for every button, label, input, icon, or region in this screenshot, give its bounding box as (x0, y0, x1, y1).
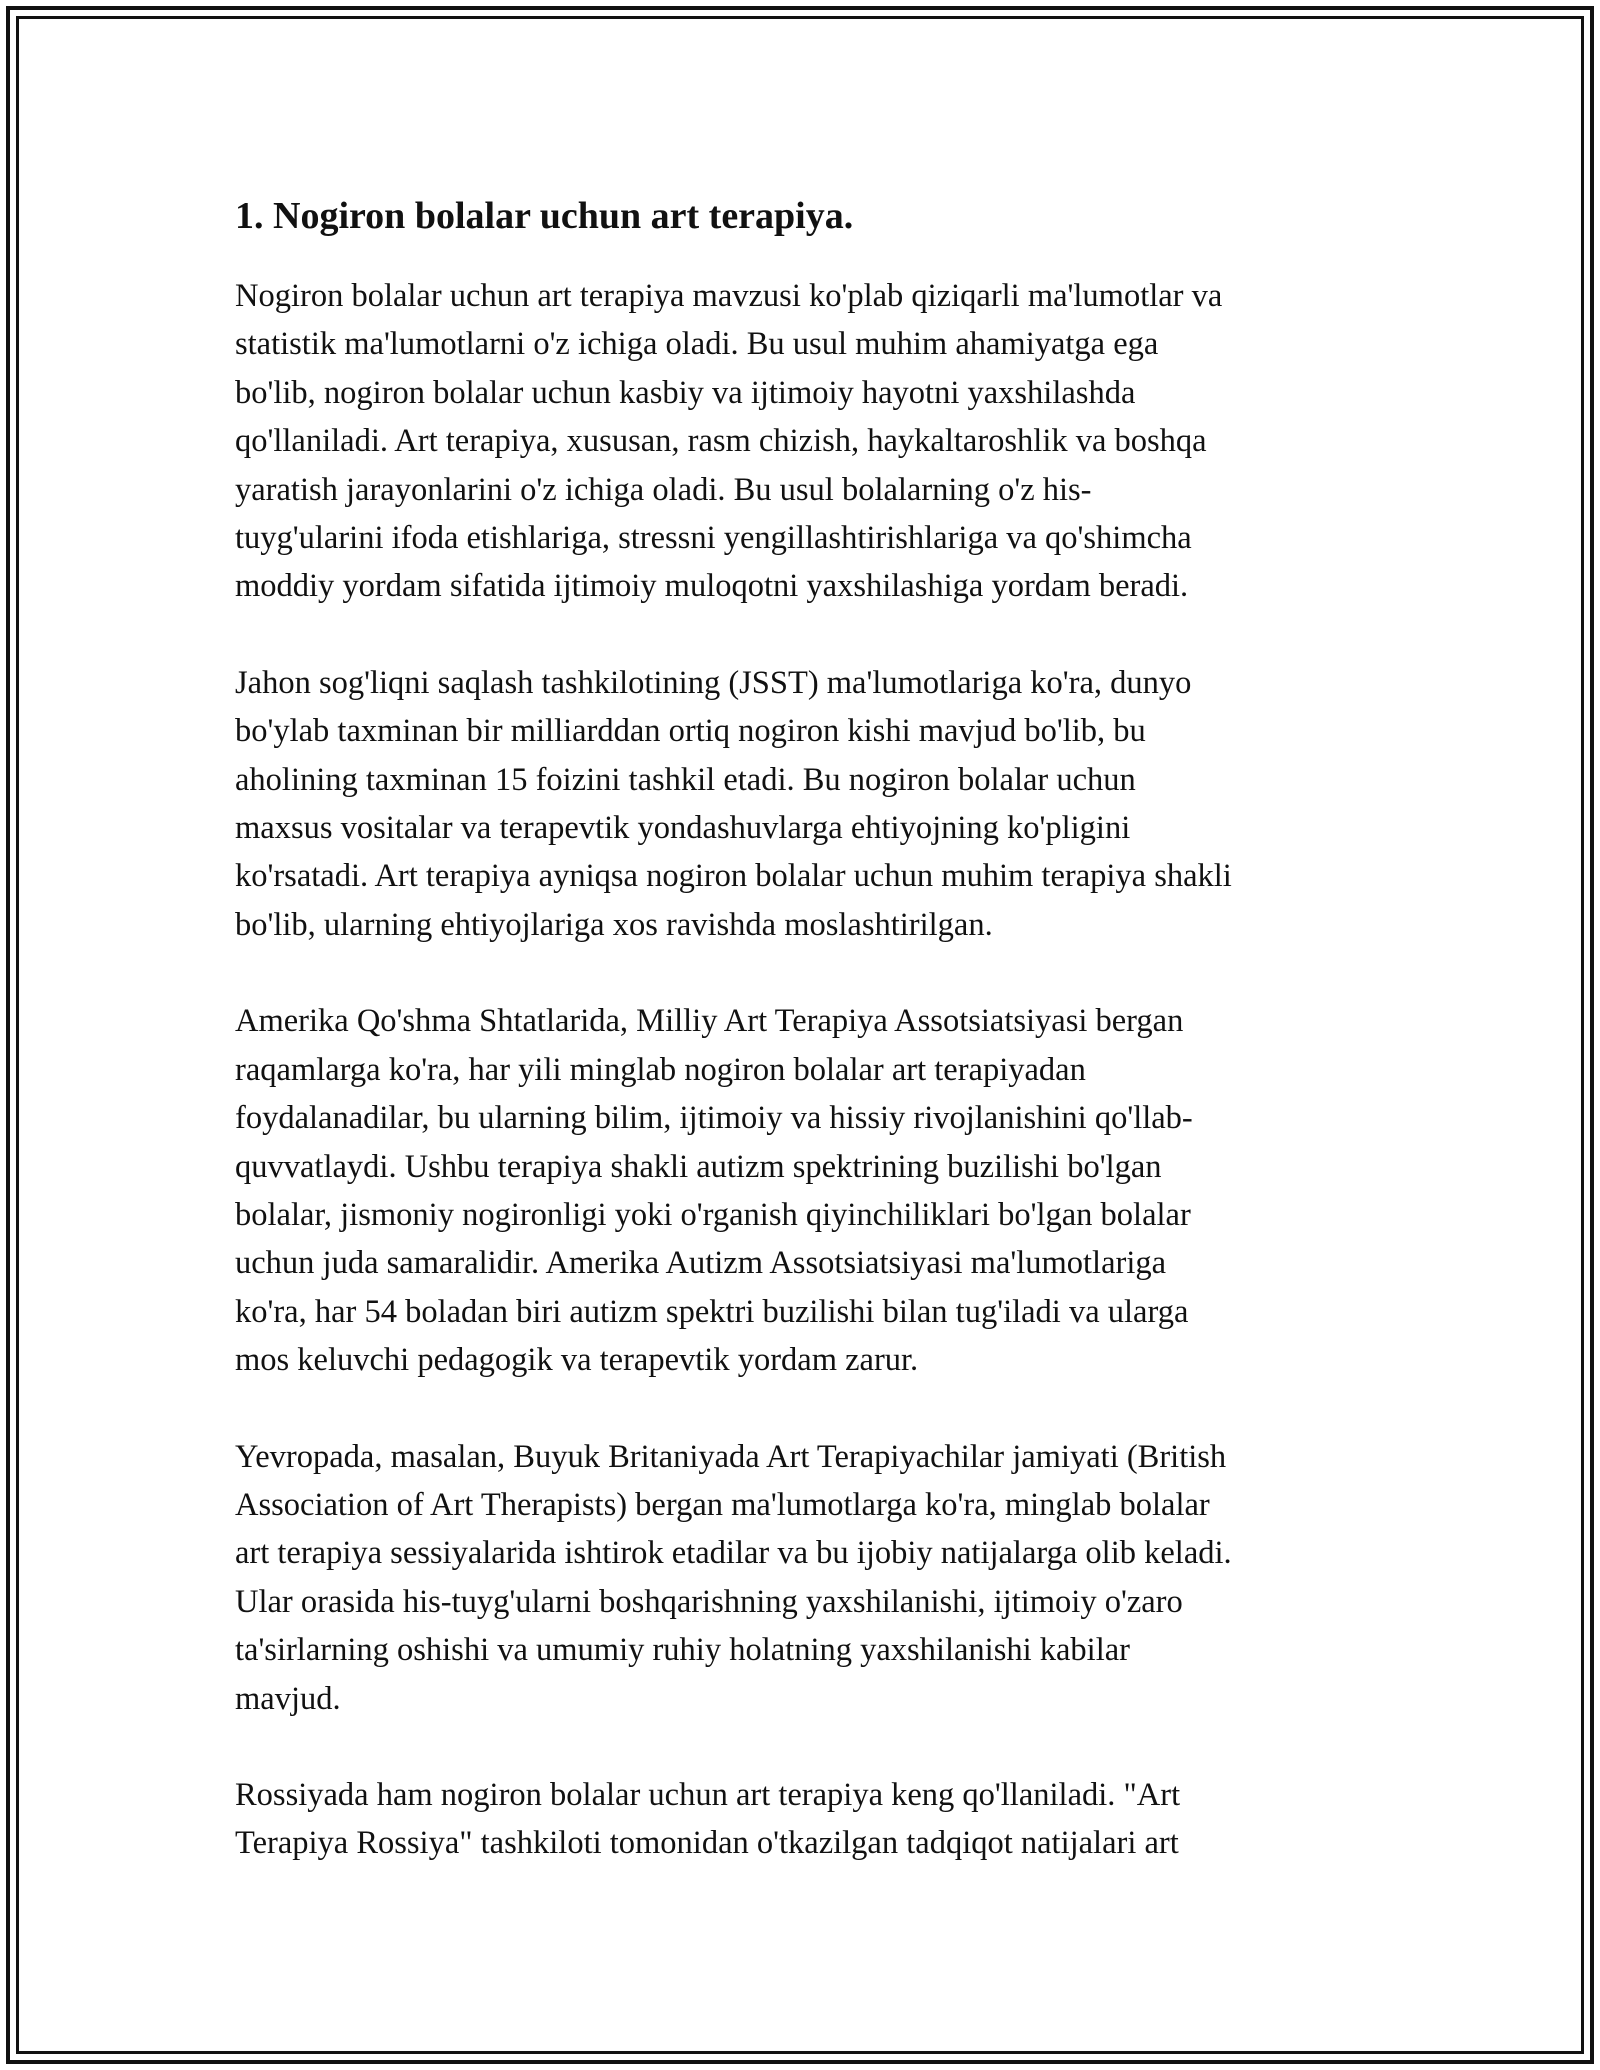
document-body (235, 190, 1385, 1916)
paragraph-2: Jahon sog'liqni saqlash tashkilotining (JSST) ma'lumotlariga ko'ra, dunyo bo'ylab taxminan bir milliarddan ortiq nogiron kishi mavjud bo'lib, bu aholining taxminan 15 foizini tashkil etadi. Bu nogiron bolalar uchun maxsus vositalar va terapevtik yondashuvlarga ehtiyojning ko'pligini ko'rsatadi. Art terapiya ayniqsa nogiron bolalar uchun muhim terapiya shakli bo'lib, ularning ehtiyojlariga xos ravishda moslashtirilgan. (235, 664, 1232, 943)
paragraph-1: Nogiron bolalar uchun art terapiya mavzusi ko'plab qiziqarli ma'lumotlar va statistik ma'lumotlarni o'z ichiga oladi. Bu usul muhim ahamiyatga ega bo'lib, nogiron bolalar uchun kasbiy va ijtimoiy hayotni yaxshilashda qo'llaniladi. Art terapiya, xususan, rasm chizish, haykaltaroshlik va boshqa yaratish jarayonlarini o'z ichiga oladi. Bu usul bolalarning o'z his- tuyg'ularini ifoda etishlariga, stressni yengillashtirishlariga va qo'shimcha moddiy yordam sifatida ijtimoiy muloqotni yaxshilashiga yordam beradi. (235, 278, 1223, 605)
paragraph-4: Yevropada, masalan, Buyuk Britaniyada Art Terapiyachilar jamiyati (British Association of Art Therapists) bergan ma'lumotlarga ko'ra, minglab bolalar art terapiya sessiyalarida ishtirok etadilar va bu ijobiy natijalarga olib keladi. Ular orasida his-tuyg'ularni boshqarishning yaxshilanishi, ijtimoiy o'zaro ta'sirlarning oshishi va umumiy ruhiy holatning yaxshilanishi kabilar mavjud. (235, 1438, 1232, 1717)
section-heading: 1. Nogiron bolalar uchun art terapiya. (235, 195, 854, 237)
paragraph-5: Rossiyada ham nogiron bolalar uchun art terapiya keng qo'llaniladi. "Art Terapiya Rossiya" tashkiloti tomonidan o'tkazilgan tadqiqot natijalari art (235, 1776, 1181, 1862)
paragraph-3: Amerika Qo'shma Shtatlarida, Milliy Art Terapiya Assotsiatsiyasi bergan raqamlarga ko'ra, har yili minglab nogiron bolalar art terapiyadan foydalanadilar, bu ularning bilim, ijtimoiy va hissiy rivojlanishini qo'llab- quvvatlaydi. Ushbu terapiya shakli autizm spektrining buzilishi bo'lgan bolalar, jismoniy nogironligi yoki o'rganish qiyinchiliklari bo'lgan bolalar uchun juda samaralidir. Amerika Autizm Assotsiatsiyasi ma'lumotlariga ko'ra, har 54 boladan biri autizm spektri buzilishi bilan tug'iladi va ularga mos keluvchi pedagogik va terapevtik yordam zarur. (235, 1003, 1193, 1379)
